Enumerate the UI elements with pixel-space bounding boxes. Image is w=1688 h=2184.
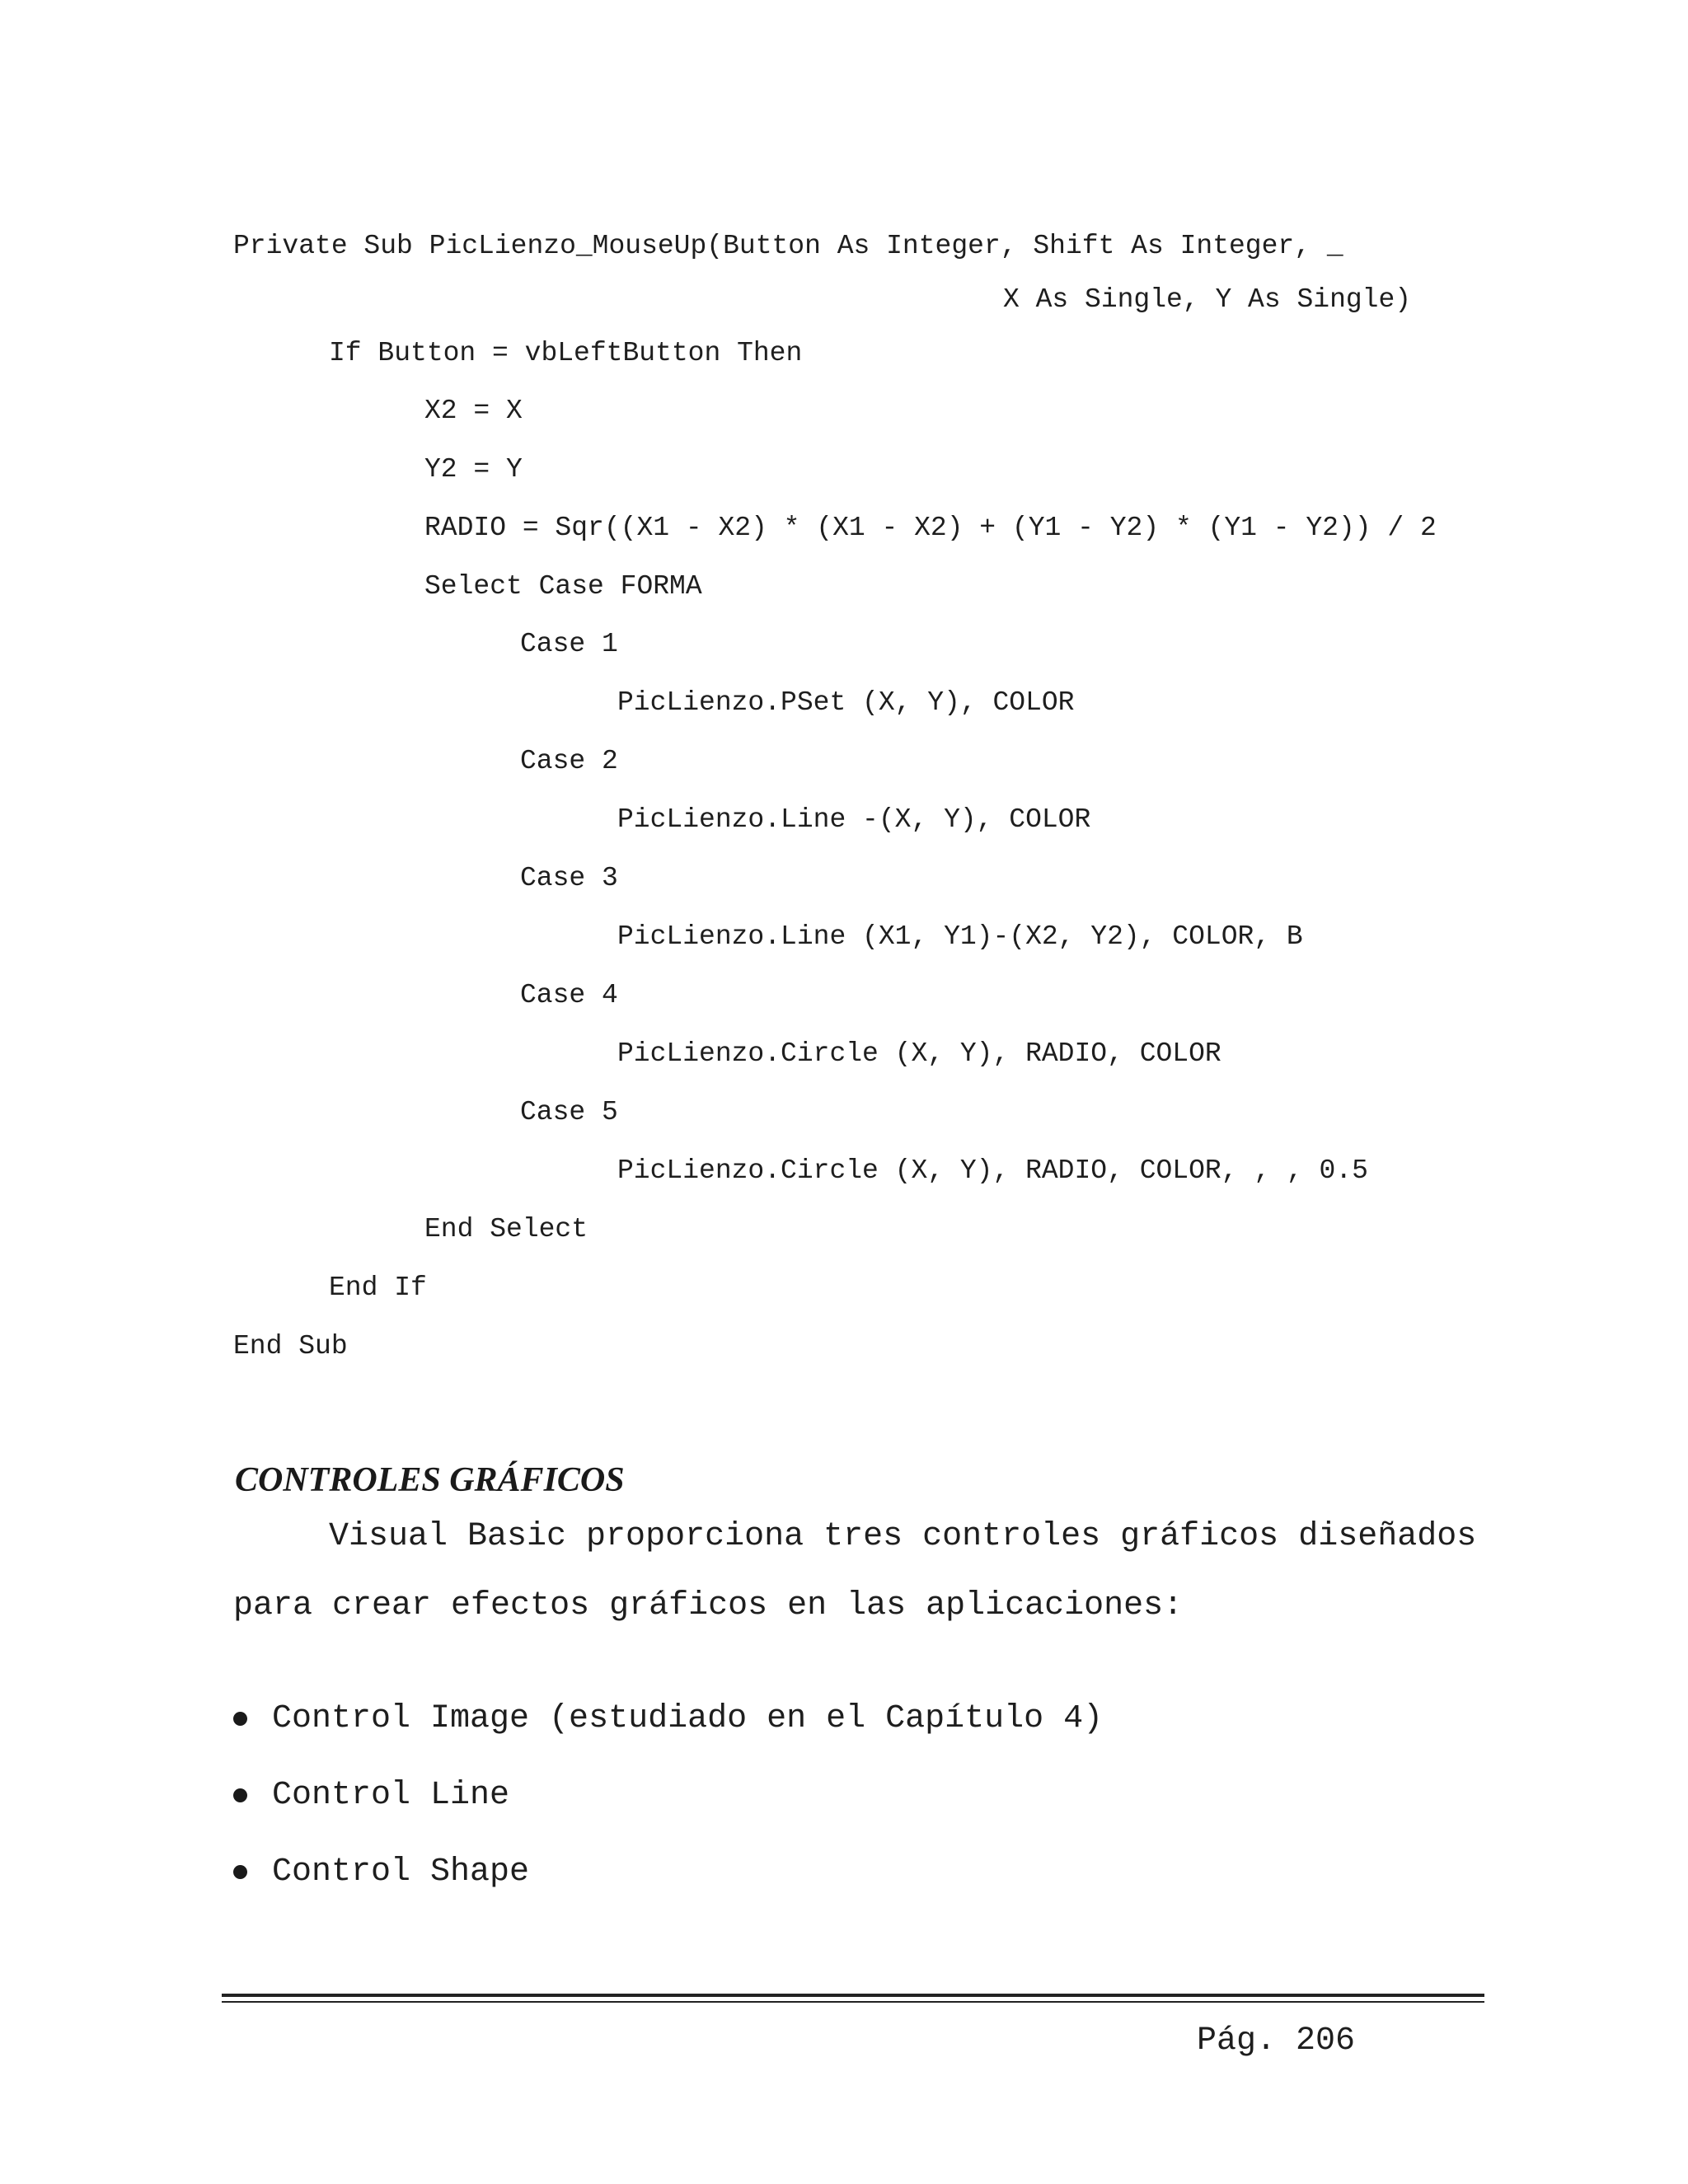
code-line: Private Sub PicLienzo_MouseUp(Button As Integer, Shift As Integer, _: [233, 231, 1343, 261]
code-line: PicLienzo.PSet (X, Y), COLOR: [617, 687, 1075, 718]
list-item-text: Control Image (estudiado en el Capítulo 4): [272, 1700, 1104, 1737]
code-line: PicLienzo.Line (X1, Y1)-(X2, Y2), COLOR, B: [617, 921, 1303, 952]
code-line: X2 = X: [424, 396, 523, 426]
list-item-text: Control Shape: [272, 1854, 530, 1891]
code-line: If Button = vbLeftButton Then: [329, 338, 803, 368]
code-line: PicLienzo.Circle (X, Y), RADIO, COLOR: [617, 1038, 1221, 1069]
list-item-text: Control Line: [272, 1777, 510, 1814]
bullet-icon: [233, 1712, 247, 1726]
code-line: Case 3: [520, 863, 618, 893]
section-heading: CONTROLES GRÁFICOS: [235, 1461, 625, 1499]
intro-paragraph-line-1: Visual Basic proporciona tres controles gráficos diseñados: [329, 1518, 1477, 1555]
code-line: PicLienzo.Circle (X, Y), RADIO, COLOR, , , 0.5: [617, 1155, 1368, 1186]
bullet-icon: [233, 1865, 247, 1879]
code-line: PicLienzo.Line -(X, Y), COLOR: [617, 804, 1091, 835]
code-line: Case 2: [520, 746, 618, 776]
code-line: Case 1: [520, 629, 618, 659]
code-line: RADIO = Sqr((X1 - X2) * (X1 - X2) + (Y1 - Y2) * (Y1 - Y2)) / 2: [424, 513, 1437, 543]
code-line: Case 4: [520, 980, 618, 1010]
page-number: Pág. 206: [1197, 2022, 1356, 2060]
code-line: Y2 = Y: [424, 454, 523, 485]
code-line: End If: [329, 1272, 427, 1303]
footer-rule: [222, 1994, 1484, 1997]
footer-rule: [222, 2001, 1484, 2003]
code-line: End Select: [424, 1214, 588, 1244]
bullet-icon: [233, 1788, 247, 1802]
intro-paragraph-line-2: para crear efectos gráficos en las aplicaciones:: [233, 1587, 1184, 1624]
code-line: End Sub: [233, 1331, 348, 1361]
code-line: X As Single, Y As Single): [1003, 284, 1412, 315]
code-line: Case 5: [520, 1097, 618, 1127]
code-line: Select Case FORMA: [424, 571, 702, 602]
